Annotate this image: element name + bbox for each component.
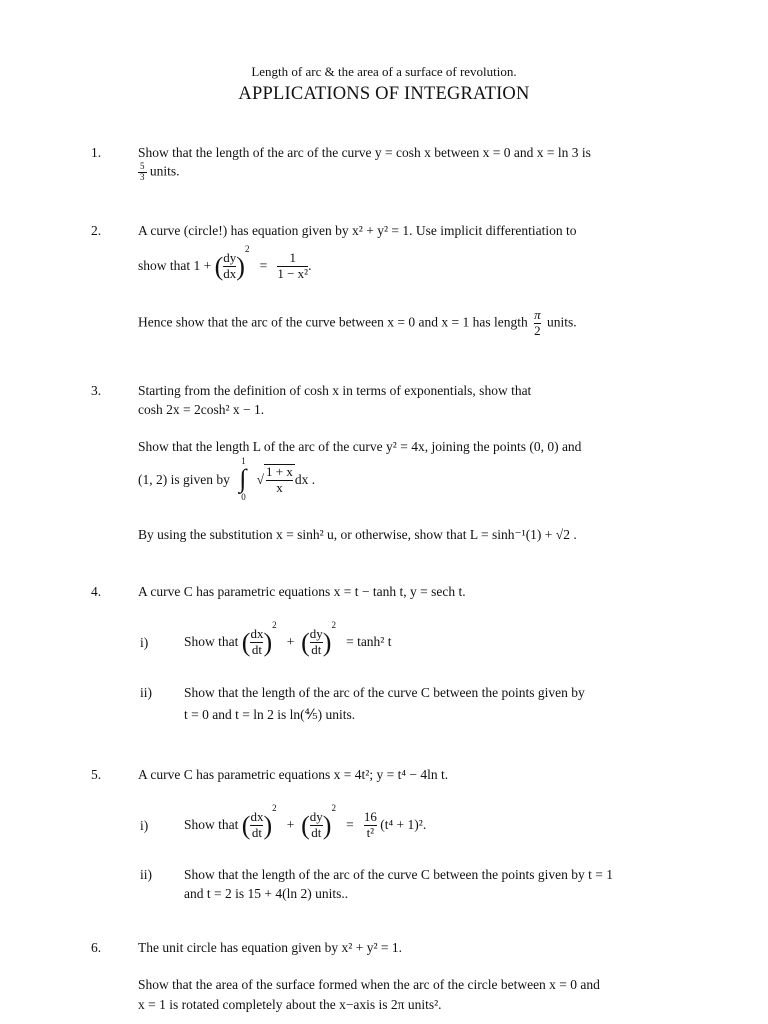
q6-line2: Show that the area of the surface formed when the arc of the circle between x = 0 and: [138, 977, 600, 992]
q3-line3: Show that the length L of the arc of the curve y² = 4x, joining the points (0, 0) and: [138, 439, 582, 454]
q4-line1: A curve C has parametric equations x = t − tanh t, y = sech t.: [138, 584, 466, 599]
question-number-6: 6.: [91, 940, 102, 955]
q4-part-i-expression: Show that ( $\frac{dx}{dt}$ )$^2$ + ( $\frac{dy}{dt}$ )$^2$ = tanh² t: [184, 620, 392, 658]
q2-derivative-expression: show that 1 + ( $\frac{dy}{dx}$ )$^2$ = $\frac{1}{\text{1 − x²}}$ .: [138, 244, 312, 282]
question-number-2: 2.: [91, 223, 102, 238]
q4-part-i-label: i): [140, 635, 149, 650]
q5-part-i-label: i): [140, 818, 149, 833]
q3-line1: Starting from the definition of cosh x in terms of exponentials, show that: [138, 383, 532, 398]
q5-part-ii-line1: Show that the length of the arc of the curve C between the points given by t = 1: [184, 867, 614, 882]
q5-part-ii-line2: and t = 2 is 15 + 4(ln 2) units..: [184, 886, 349, 901]
q4-part-ii-line2: t = 0 and t = ln 2 is ln(⅘) units.: [184, 707, 356, 722]
page-subtitle: Length of arc & the area of a surface of revolution.: [251, 64, 517, 79]
q1-line1: Show that the length of the arc of the curve y = cosh x between x = 0 and x = ln 3 is: [138, 145, 591, 160]
q5-part-ii-label: ii): [140, 867, 152, 882]
integral-sign: 1 ∫ 0: [239, 456, 247, 502]
q6-line3: x = 1 is rotated completely about the x−axis is 2π units².: [138, 997, 442, 1012]
question-number-5: 5.: [91, 767, 102, 782]
q5-part-i-expression: Show that ( $\frac{dx}{dt}$ )$^2$ + ( $\frac{dy}{dt}$ )$^2$ = $\frac{16}{\text{t²}}$ (t⁴ + 1)².: [184, 803, 427, 841]
question-number-3: 3.: [91, 383, 102, 398]
q3-line2: cosh 2x = 2cosh² x − 1.: [138, 402, 265, 417]
q1-line2: $\frac{5}{3}$ units.: [140, 161, 180, 182]
question-number-1: 1.: [91, 145, 102, 160]
q3-line5: By using the substitution x = sinh² u, or otherwise, show that L = sinh⁻¹(1) + √2 .: [138, 527, 577, 542]
q6-line1: The unit circle has equation given by x² + y² = 1.: [138, 940, 403, 955]
q4-part-ii-label: ii): [140, 685, 152, 700]
question-number-4: 4.: [91, 584, 102, 599]
page-title: APPLICATIONS OF INTEGRATION: [238, 84, 530, 104]
q2-line1: A curve (circle!) has equation given by x² + y² = 1. Use implicit differentiation to: [138, 223, 577, 238]
q5-line1: A curve C has parametric equations x = 4t²; y = t⁴ − 4ln t.: [138, 767, 449, 782]
q4-part-ii-line1: Show that the length of the arc of the curve C between the points given by: [184, 685, 585, 700]
q3-integral-line: (1, 2) is given by 1 ∫ 0 √ $\frac{1 + x}{x}$ dx .: [138, 456, 316, 502]
q1-fraction: $\frac{5}{3}$: [140, 161, 145, 182]
q2-line3: Hence show that the arc of the curve between x = 0 and x = 1 has length $\frac{\pi}{2}$ units.: [138, 307, 577, 338]
